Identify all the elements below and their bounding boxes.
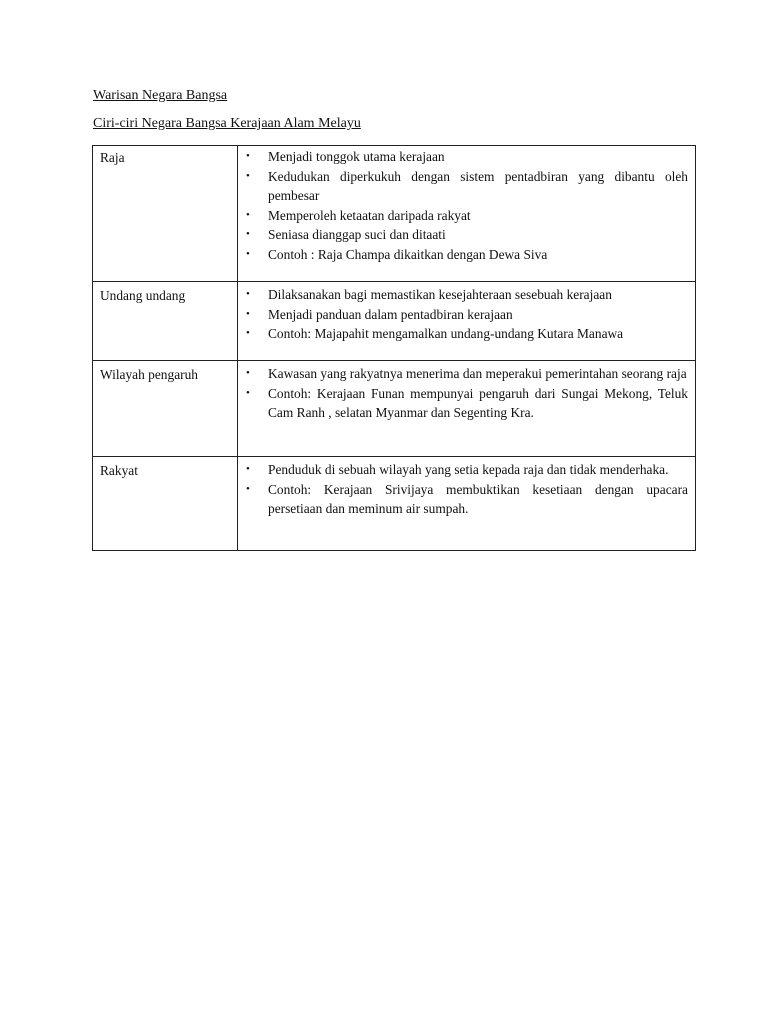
row-label: Undang undang: [93, 282, 238, 361]
document-title: Warisan Negara Bangsa: [93, 88, 228, 103]
list-item-text: Kedudukan diperkukuh dengan sistem pentadbiran yang dibantu oleh pembesar: [268, 168, 688, 204]
list-item: [242, 245, 688, 265]
list-item: [242, 460, 688, 480]
bullet-list: [242, 285, 688, 344]
bullet-icon: •: [246, 247, 250, 260]
row-content: [238, 282, 696, 361]
list-item-text: Memperoleh ketaatan daripada rakyat: [268, 207, 471, 223]
bullet-icon: •: [246, 307, 250, 320]
list-item: [242, 206, 688, 226]
list-item-text: Kawasan yang rakyatnya menerima dan meperakui pemerintahan seorang raja: [268, 366, 687, 381]
list-item: [242, 305, 688, 325]
list-item-text: Seniasa dianggap suci dan ditaati: [268, 227, 446, 243]
bullet-icon: •: [246, 327, 250, 340]
row-content: [238, 361, 696, 457]
bullet-icon: •: [246, 169, 250, 182]
list-item-text: Contoh: Kerajaan Funan mempunyai pengaruh dari Sungai Mekong, Teluk Cam Ranh , selatan Myanmar dan Segenting Kra.: [268, 385, 688, 421]
bullet-icon: •: [246, 386, 250, 399]
table-row: [93, 146, 696, 282]
list-item: [242, 324, 688, 344]
bullet-list: [242, 147, 688, 265]
list-item-text: Menjadi tonggok utama kerajaan: [268, 149, 445, 164]
bullet-icon: •: [246, 150, 250, 162]
list-item: [242, 480, 688, 519]
list-item-text: Contoh: Kerajaan Srivijaya membuktikan kesetiaan dengan upacara persetiaan dan meminum air sumpah.: [268, 481, 688, 517]
bullet-icon: •: [246, 288, 250, 300]
list-item-text: Penduduk di sebuah wilayah yang setia kepada raja dan tidak menderhaka.: [268, 462, 669, 477]
table-row: [93, 361, 696, 457]
row-label: Rakyat: [93, 457, 238, 551]
row-content: [238, 146, 696, 282]
list-item-text: Contoh : Raja Champa dikaitkan dengan Dewa Siva: [268, 246, 548, 262]
list-item: [242, 167, 688, 206]
document-subtitle: Ciri-ciri Negara Bangsa Kerajaan Alam Melayu: [93, 116, 361, 131]
bullet-list: [242, 460, 688, 519]
list-item-text: Contoh: Majapahit mengamalkan undang-undang Kutara Manawa: [268, 326, 624, 342]
list-item: [242, 364, 688, 384]
characteristics-table: [92, 145, 696, 551]
table-row: [93, 282, 696, 361]
list-item: [242, 225, 688, 245]
row-content: [238, 457, 696, 551]
list-item: [242, 285, 688, 305]
bullet-list: [242, 364, 688, 423]
list-item: [242, 147, 688, 167]
bullet-icon: •: [246, 228, 250, 241]
table-row: [93, 457, 696, 551]
bullet-icon: •: [246, 463, 250, 475]
bullet-icon: •: [246, 367, 250, 379]
row-label: Raja: [93, 146, 238, 282]
row-label: Wilayah pengaruh: [93, 361, 238, 457]
list-item-text: Menjadi panduan dalam pentadbiran kerajaan: [268, 306, 513, 322]
bullet-icon: •: [246, 482, 250, 495]
list-item: [242, 384, 688, 423]
bullet-icon: •: [246, 208, 250, 221]
list-item-text: Dilaksanakan bagi memastikan kesejahteraan sesebuah kerajaan: [268, 287, 612, 302]
